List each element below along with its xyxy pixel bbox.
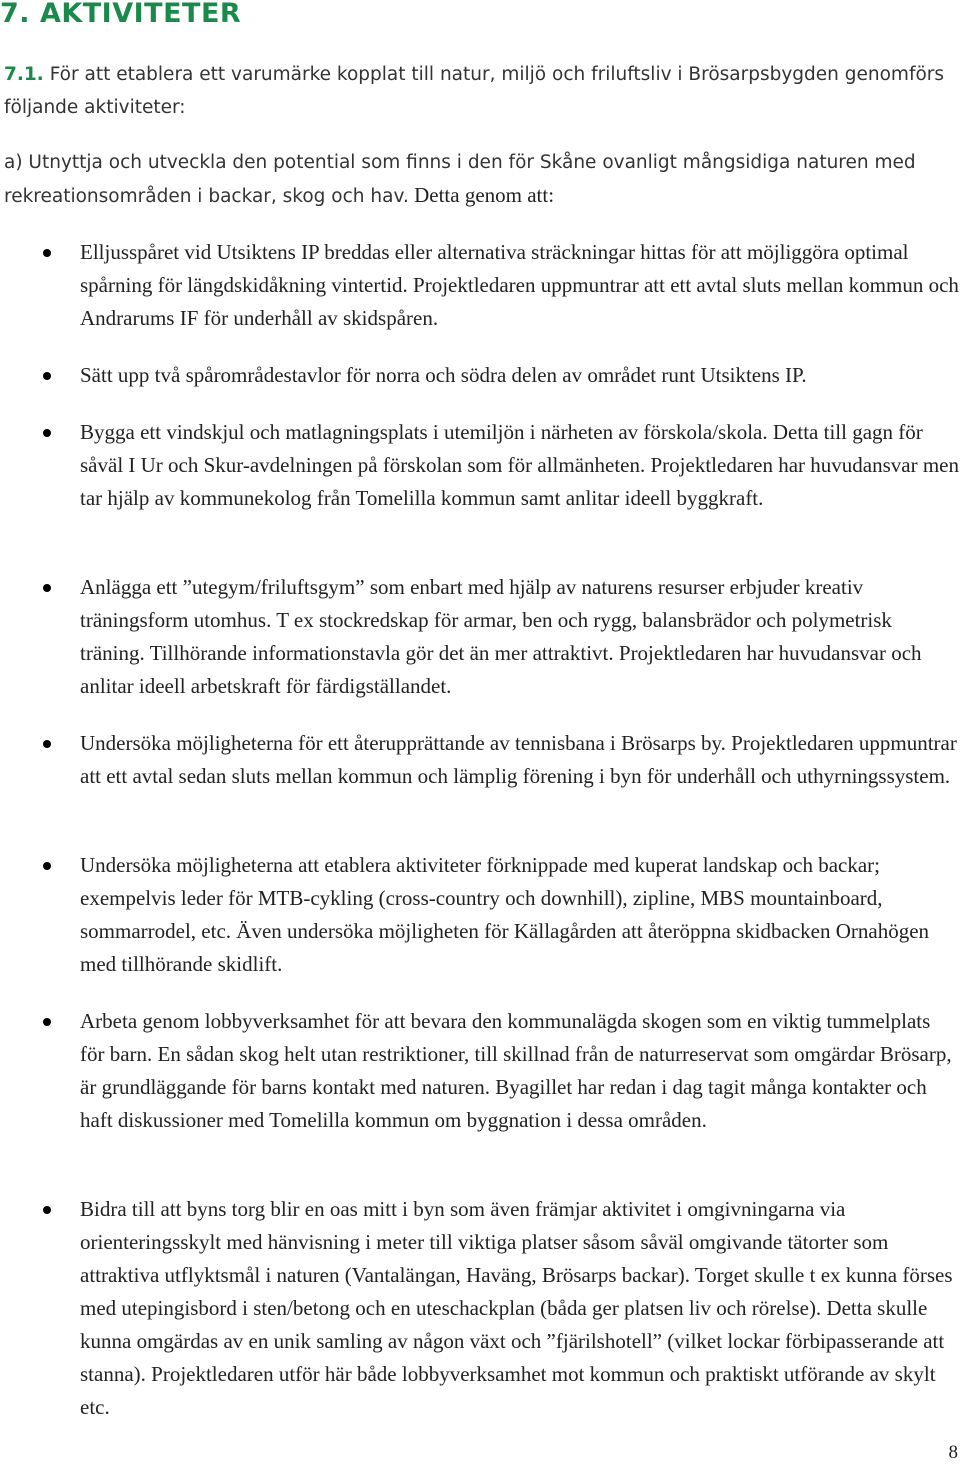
bullet-item (80, 727, 960, 793)
bullet-item (80, 236, 960, 335)
bullet-text: Anlägga ett ”utegym/friluftsgym” som enbart med hjälp av naturens resurser erbjuder kreativ träningsform utomhus. T ex stockredskap för armar, ben och rygg, balansbrädor och polymetrisk träning. Tillhörande informationstavla gör det än mer attraktivt. Projektledaren har huvudansvar och anlitar ideell arbetskraft för färdigställandet. (80, 575, 922, 698)
bullet-item (80, 849, 960, 981)
bullet-text: Undersöka möjligheterna att etablera aktiviteter förknippade med kuperat landskap och backar; exempelvis leder för MTB-cykling (cross-country och downhill), zipline, MBS mountainboard, sommarrodel, etc. Även undersöka möjligheten för Källagården att återöppna skidbacken Ornahögen med tillhörande skidlift. (80, 853, 930, 976)
bullet-text: Elljusspåret vid Utsiktens IP breddas eller alternativa sträckningar hittas för att möjliggöra optimal spårning för längdskidåkning vintertid. Projektledaren uppmuntrar att ett avtal sluts mellan kommun och Andrarums IF för underhåll av skidspåren. (80, 240, 959, 330)
paragraph-a-text: a) Utnyttja och utveckla den potential som finns i den för Skåne ovanligt mångsidiga naturen med rekreationsområden i backar, skog och hav. (4, 152, 916, 207)
page-number: 8 (948, 1442, 958, 1463)
bullet-item (80, 416, 960, 515)
bullet-item (80, 571, 960, 703)
intro-number: 7.1. (4, 64, 44, 85)
bullet-dot-icon (43, 862, 51, 870)
bullet-item (80, 1193, 960, 1424)
intro-text: För att etablera ett varumärke kopplat till natur, miljö och friluftsliv i Brösarpsbygden genomförs följande aktiviteter: (4, 64, 945, 118)
bullet-text: Arbeta genom lobbyverksamhet för att bevara den kommunalägda skogen som en viktig tummelplats för barn. En sådan skog helt utan restriktioner, till skillnad från de naturreservat som omgärdar Brösarp, är grundläggande för barns kontakt med naturen. Byagillet har redan i dag tagit många kontakter och haft diskussioner med Tomelilla kommun om byggnation i dessa områden. (80, 1009, 952, 1132)
section-heading: 7. AKTIVITETER (0, 0, 242, 29)
bullet-dot-icon (43, 584, 51, 592)
bullet-text: Sätt upp två spårområdestavlor för norra och södra delen av området runt Utsiktens IP. (80, 363, 807, 387)
paragraph-a-lead-in: Detta genom att: (408, 183, 555, 207)
bullet-text: Bidra till att byns torg blir en oas mitt i byn som även främjar aktivitet i omgivningarna via orienteringsskylt med hänvisning i meter till viktiga platser såsom såväl omgivande tätorter som attraktiva utflyktsmål i naturen (Vantalängan, Haväng, Brösarps backar). Torget skulle t ex kunna förses med utepingisbord i sten/betong och en uteschackplan (båda ger platsen liv och rörelse). Detta skulle kunna omgärdas av en unik samling av någon växt och ”fjärilshotell” (vilket lockar förbipasserande att stanna). Projektledaren utför här både lobbyverksamhet mot kommun och praktiskt utförande av skylt etc. (80, 1197, 953, 1419)
bullet-dot-icon (43, 249, 51, 257)
bullet-dot-icon (43, 1206, 51, 1214)
bullet-dot-icon (43, 372, 51, 380)
intro-paragraph (4, 58, 954, 124)
bullet-item (80, 359, 960, 392)
bullet-item (80, 1005, 960, 1137)
paragraph-a (4, 145, 960, 213)
bullet-text: Bygga ett vindskjul och matlagningsplats i utemiljön i närheten av förskola/skola. Detta till gagn för såväl I Ur och Skur-avdelningen på förskolan som för allmänheten. Projektledaren har huvudansvar men tar hjälp av kommunekolog från Tomelilla kommun samt anlitar ideell byggkraft. (80, 420, 959, 510)
bullet-dot-icon (43, 429, 51, 437)
bullet-text: Undersöka möjligheterna för ett återupprättande av tennisbana i Brösarps by. Projektledaren uppmuntrar att ett avtal sedan sluts mellan kommun och lämplig förening i byn för underhåll och uthyrningssystem. (80, 731, 957, 788)
bullet-dot-icon (43, 1018, 51, 1026)
bullet-dot-icon (43, 740, 51, 748)
